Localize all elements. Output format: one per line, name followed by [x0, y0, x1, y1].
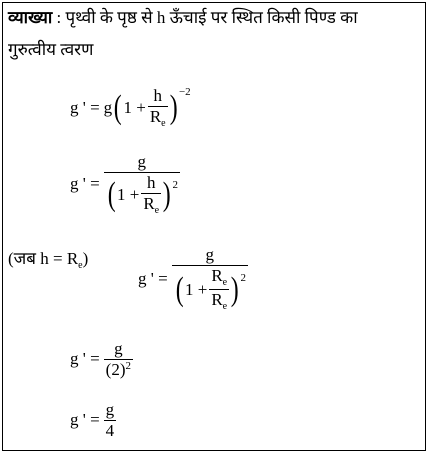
eq3-close-paren: ) — [230, 270, 239, 308]
eq3-inner-den — [209, 290, 229, 313]
eq2-inner-fraction — [141, 173, 161, 217]
eq4-exponent: 2 — [125, 359, 131, 372]
eq4-lhs: g ' = — [70, 349, 100, 368]
eq1-fraction — [148, 86, 168, 130]
equation-5 — [70, 397, 116, 443]
eq3-fraction — [172, 245, 248, 313]
eq3-inner-num-sub: e — [222, 277, 228, 288]
eq2-close-paren: ) — [162, 175, 171, 213]
eq4-num: g — [114, 338, 123, 358]
eq3-condition-text: (जब h = R — [8, 249, 79, 268]
eq2-inner-den-sub: e — [154, 204, 160, 216]
eq2-lhs: g ' = — [70, 174, 100, 193]
eq1-den — [148, 107, 168, 130]
eq1-den-R: R — [149, 107, 162, 126]
eq1-one: 1 + — [123, 98, 146, 117]
eq5-num: g — [105, 399, 115, 419]
solution-box — [2, 2, 426, 451]
eq3-inner-fraction — [209, 266, 229, 313]
eq1-num: h — [153, 86, 162, 105]
eq3-condition-close: ) — [82, 249, 89, 268]
eq4-den — [104, 360, 133, 380]
eq3-inner-den-sub: e — [222, 301, 228, 312]
intro-text-2: गुरुत्वीय त्वरण — [8, 40, 94, 59]
explanation-label: व्याख्या — [8, 8, 53, 27]
eq2-fraction — [104, 152, 180, 217]
eq3-inner-num — [209, 266, 229, 289]
eq3-inner-den-R: R — [211, 290, 223, 309]
explanation-colon: : — [56, 8, 62, 27]
eq5-lhs: g ' = — [70, 410, 100, 429]
eq2-num: g — [137, 151, 147, 171]
eq5-den: 4 — [105, 420, 115, 440]
eq1-exponent: −2 — [178, 86, 191, 98]
eq3-inner-num-R: R — [211, 266, 223, 285]
eq3-open-paren: ( — [175, 270, 184, 308]
eq2-one: 1 + — [116, 184, 140, 204]
eq3-lhs: g ' = — [138, 269, 168, 288]
eq2-exponent: 2 — [172, 178, 178, 191]
eq2-open-paren: ( — [107, 175, 116, 213]
intro-text-1: पृथ्वी के पृष्ठ से h ऊँचाई पर स्थित किसी पिण्ड का — [65, 8, 358, 27]
eq1-lhs: g ' = — [70, 98, 100, 117]
intro-line-1 — [8, 6, 424, 30]
eq1-den-sub: e — [161, 118, 166, 129]
eq3-condition-sub: e — [78, 260, 83, 271]
eq4-den-base: (2) — [105, 359, 126, 379]
eq3-condition — [8, 249, 88, 272]
eq4-fraction — [104, 339, 133, 380]
eq2-inner-den-R: R — [143, 193, 155, 213]
eq3-exponent: 2 — [240, 272, 246, 284]
equation-1 — [70, 82, 191, 134]
eq1-g: g — [103, 98, 113, 117]
eq3-one: 1 + — [184, 279, 208, 299]
eq2-inner-den — [141, 194, 161, 217]
eq2-inner-num: h — [146, 172, 156, 192]
eq5-fraction — [104, 400, 117, 441]
eq2-den — [104, 173, 180, 217]
eq1-close-paren: ) — [169, 89, 178, 126]
equation-3 — [138, 236, 248, 322]
eq3-den — [172, 266, 248, 313]
eq1-open-paren: ( — [113, 89, 122, 126]
eq3-num: g — [205, 245, 215, 264]
equation-2 — [70, 144, 180, 224]
equation-4 — [70, 332, 133, 386]
